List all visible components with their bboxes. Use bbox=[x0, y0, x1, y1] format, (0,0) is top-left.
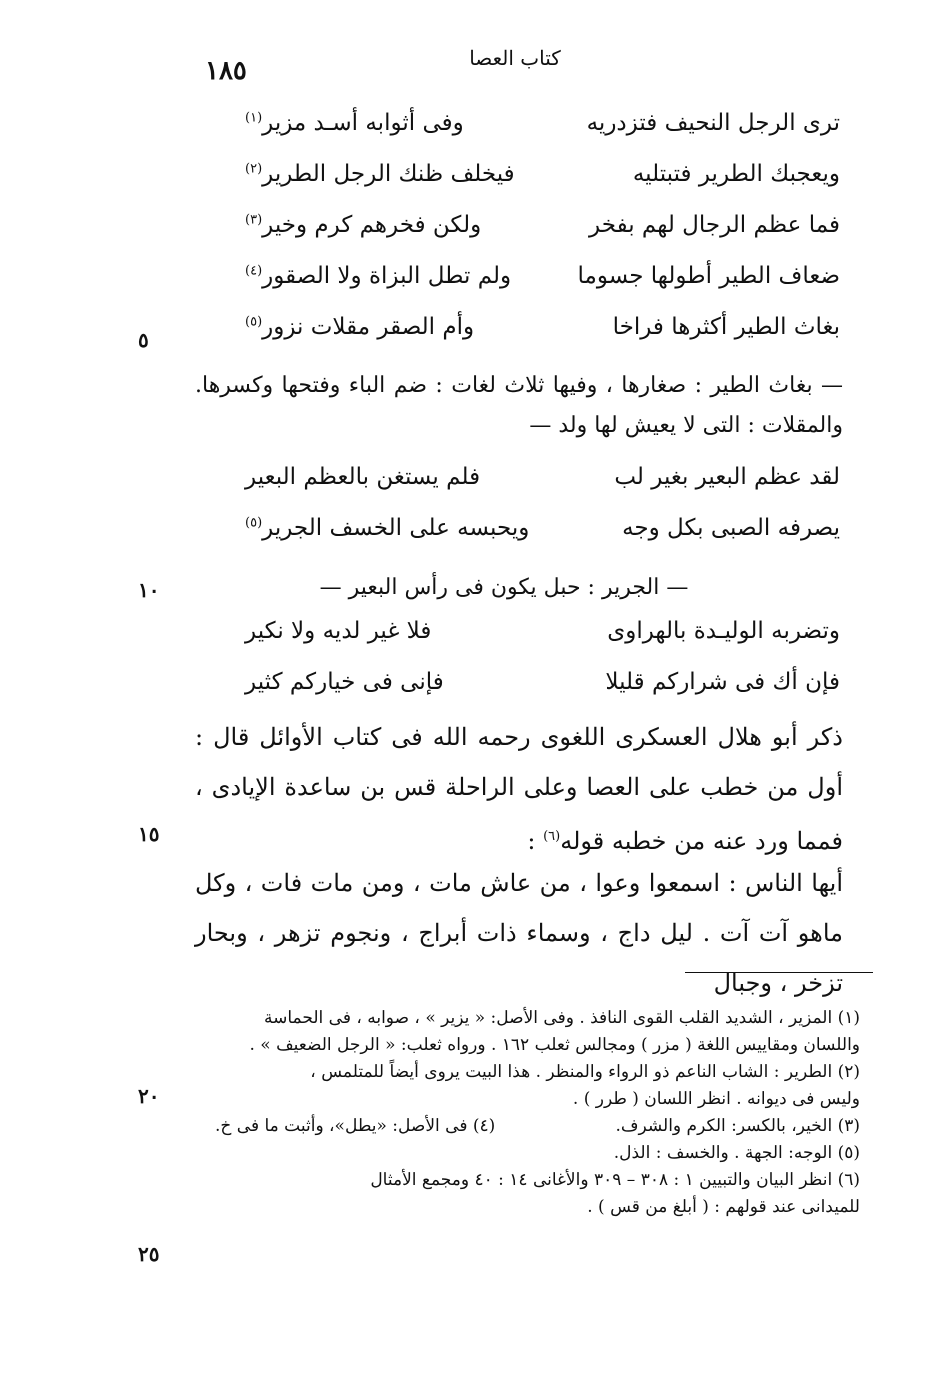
second-hemistich: ولكن فخرهم كرم وخير$^{(٣)}$ bbox=[245, 212, 482, 238]
footnote: (١) المزير ، الشديد القلب القوى النافذ . وفى الأصل: « يزير » ، صوابه ، فى الحماسة bbox=[264, 1008, 860, 1028]
gloss-text: — بغاث الطير : صغارها ، وفيها ثلاث لغات : ضم الباء وفتحها وكسرها. والمقلات : التى لا يعيش لها ولد — bbox=[195, 373, 843, 438]
gloss-paragraph-2 bbox=[195, 568, 843, 608]
second-hemistich: فيخلف ظنك الرجل الطرير$^{(٢)}$ bbox=[245, 161, 515, 187]
footnote-row bbox=[195, 1113, 860, 1140]
first-hemistich: ترى الرجل النحيف فتزدريه bbox=[586, 110, 840, 136]
prose-text: أيها الناس : اسمعوا وعوا ، من عاش مات ، ومن مات فات ، وكل ماهو آت آت . ليل داج ، وسماء ذات أبراج ، ونجوم تزهر ، وبحار تزخر ، وجبال bbox=[195, 869, 843, 997]
first-hemistich: فما عظم الرجال لهم بفخر bbox=[589, 212, 840, 238]
second-hemistich: ولم تطل البزاة ولا الصقور$^{(٤)}$ bbox=[245, 263, 512, 289]
verse bbox=[195, 263, 840, 314]
footnote-ref: (٤) bbox=[245, 263, 263, 279]
footnote: (٢) الطرير : الشاب الناعم ذو الرواء والمنظر . هذا البيت يروى أيضاً للمتلمس ، bbox=[310, 1062, 860, 1082]
margin-line-number: ١٥ bbox=[138, 822, 160, 846]
poem-block-3 bbox=[195, 618, 840, 720]
footnote-ref: (٥) bbox=[245, 314, 263, 330]
footnote: (٦) انظر البيان والتبيين ١ : ٣٠٨ – ٣٠٩ والأغانى ١٤ : ٤٠ ومجمع الأمثال bbox=[370, 1170, 860, 1190]
first-hemistich: ضعاف الطير أطولها جسوما bbox=[577, 263, 840, 289]
footnote: (٥) الوجه: الجهة . والخسف : الذل. bbox=[613, 1143, 860, 1163]
footnote-ref: (٦) bbox=[543, 829, 561, 844]
verse bbox=[195, 161, 840, 212]
verse bbox=[195, 110, 840, 161]
footnote-separator bbox=[685, 972, 873, 973]
margin-line-number: ١٠ bbox=[138, 578, 160, 602]
footnote-ref: (٥) bbox=[245, 515, 263, 531]
footnotes bbox=[195, 1005, 860, 1221]
prose-paragraph-1: ذكر أبو هلال العسكرى اللغوى رحمه الله فى كتاب الأوائل قال : أول من خطب على العصا وعلى الراحلة قس بن ساعدة الإيادى ، فمما ورد عنه من خطبه قوله$^{(٦)}$ : bbox=[195, 723, 843, 855]
margin-line-number: ٢٥ bbox=[138, 1242, 160, 1266]
footnote: (٤) فى الأصل: «يطل»، وأثبت ما فى خ. bbox=[215, 1116, 496, 1136]
first-hemistich: فإن أك فى شراركم قليلا bbox=[605, 669, 840, 695]
margin-line-number: ٢٠ bbox=[138, 1084, 160, 1108]
running-title: كتاب العصا bbox=[469, 46, 561, 70]
first-hemistich: وتضربه الوليـدة بالهراوى bbox=[607, 618, 840, 644]
footnote-continuation: واللسان ومقاييس اللغة ( مزر ) ومجالس ثعلب ١٦٢ . ورواه ثعلب: « الرجل الضعيف » . bbox=[249, 1035, 860, 1055]
footnote-continuation: للميدانى عند قولهم : ( أبلغ من قس ) . bbox=[587, 1197, 860, 1217]
page-number: ١٨٥ bbox=[205, 56, 247, 86]
gloss-text: — الجرير : حبل يكون فى رأس البعير — bbox=[319, 575, 689, 600]
verse bbox=[195, 212, 840, 263]
second-hemistich: وأم الصقر مقلات نزور$^{(٥)}$ bbox=[245, 314, 475, 340]
verse bbox=[195, 618, 840, 669]
margin-line-number: ٥ bbox=[138, 328, 149, 352]
footnote-continuation: وليس فى ديوانه . انظر اللسان ( طرر ) . bbox=[572, 1089, 860, 1109]
first-hemistich: يصرفه الصبى بكل وجه bbox=[622, 515, 840, 541]
second-hemistich: وفى أثوابه أسـد مزير$^{(١)}$ bbox=[245, 110, 464, 136]
first-hemistich: لقد عظم البعير بغير لب bbox=[614, 464, 840, 490]
second-hemistich: فلم يستغن بالعظم البعير bbox=[245, 464, 481, 490]
second-hemistich: فإنى فى خياركم كثير bbox=[245, 669, 444, 695]
gloss-paragraph-1 bbox=[195, 366, 843, 446]
footnote: (٣) الخير، بالكسر: الكرم والشرف. bbox=[615, 1116, 860, 1136]
verse bbox=[195, 464, 840, 515]
page-header bbox=[195, 38, 835, 86]
verse bbox=[195, 314, 840, 365]
second-hemistich: فلا غير لديه ولا نكير bbox=[245, 618, 432, 644]
poem-block-2 bbox=[195, 464, 840, 566]
footnote-ref: (٢) bbox=[245, 161, 263, 177]
footnote-ref: (١) bbox=[245, 110, 263, 126]
first-hemistich: ويعجبك الطرير فتبتليه bbox=[632, 161, 840, 187]
footnote-ref: (٣) bbox=[245, 212, 263, 228]
verse bbox=[195, 515, 840, 566]
poem-block-1 bbox=[195, 110, 840, 365]
second-hemistich: ويحبسه على الخسف الجرير$^{(٥)}$ bbox=[245, 515, 530, 541]
prose-paragraph-2 bbox=[195, 858, 843, 1008]
first-hemistich: بغاث الطير أكثرها فراخا bbox=[612, 314, 840, 340]
prose-text: ذكر أبو هلال العسكرى اللغوى رحمه الله فى كتاب الأوائل قال : أول من خطب على العصا وعلى الراحلة قس بن ساعدة الإيادى ، فمما ورد عنه من خطبه قوله bbox=[195, 723, 843, 855]
